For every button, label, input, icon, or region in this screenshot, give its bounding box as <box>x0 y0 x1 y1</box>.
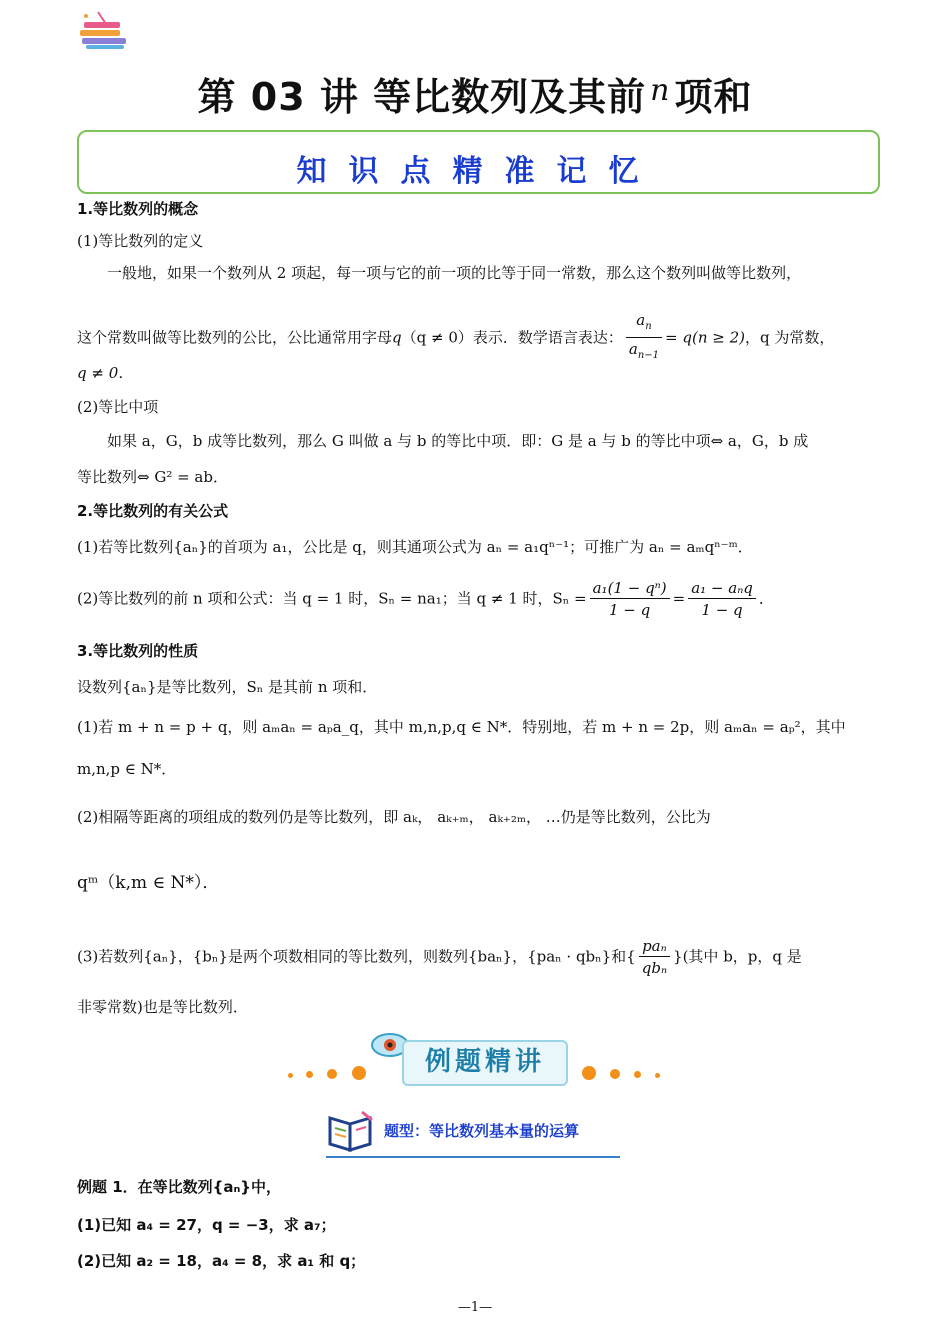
s1-para2: 这个常数叫做等比数列的公比，公比通常用字母q（q ≠ 0）表示．数学语言表达： $\frac{a_n}{a_{n-1}}$ = q(n ≥ 2)，q 为常数， <box>77 310 877 367</box>
example-section-label: 例题精讲 <box>402 1040 568 1086</box>
s1-sub2: (2)等比中项 <box>77 398 159 416</box>
s3-para6: 非零常数)也是等比数列． <box>77 998 248 1016</box>
page-number: —1— <box>457 1300 493 1315</box>
sum-fraction-1: $\frac{\text{a₁(1 − qⁿ)}}{1 - q}$ <box>590 578 670 621</box>
ratio-fraction: $\frac{a_n}{a_{n-1}}$ <box>626 310 662 367</box>
books-logo-icon <box>76 10 136 52</box>
s1-para5: 等比数列⇔ G² = ab． <box>77 468 228 486</box>
s3-para1: (1)若 m + n = p + q，则 aₘaₙ = aₚa_q，其中 m,n,p,q ∈ N*．特别地，若 m + n = 2p，则 aₘaₙ = aₚ²，其中 <box>77 718 846 736</box>
section-1-heading: 1.等比数列的概念 <box>77 200 199 218</box>
s1-sub1: (1)等比数列的定义 <box>77 232 204 250</box>
banner-title: 知识点精准记忆 <box>296 154 661 189</box>
s1-para3: q ≠ 0． <box>77 364 134 382</box>
knowledge-banner <box>77 130 880 194</box>
deco-dot <box>655 1073 660 1078</box>
s1-para1: 一般地，如果一个数列从 2 项起，每一项与它的前一项的比等于同一常数，那么这个数列叫做等比数列， <box>107 264 802 282</box>
section-3-heading: 3.等比数列的性质 <box>77 642 199 660</box>
deco-dot <box>634 1071 641 1078</box>
s2-para1: (1)若等比数列{aₙ}的首项为 a₁，公比是 q，则其通项公式为 aₙ = a₁qⁿ⁻¹；可推广为 aₙ = aₘqⁿ⁻ᵐ． <box>77 538 753 556</box>
example-q1: (1)已知 a₄ = 27，q = −3，求 a₇； <box>77 1216 336 1234</box>
deco-dot <box>582 1066 596 1080</box>
topic-underline <box>326 1156 620 1158</box>
example-q2: (2)已知 a₂ = 18，a₄ = 8，求 a₁ 和 q； <box>77 1252 366 1270</box>
s3-para4: qᵐ（k,m ∈ N*）． <box>77 873 220 893</box>
deco-dot <box>306 1071 313 1078</box>
s3-para5: (3)若数列{aₙ}，{bₙ}是两个项数相同的等比数列，则数列{baₙ}，{paₙ · qbₙ}和{ $\frac{\text{paₙ}}{\text{qbₙ}}$ }(其中 b，p，q 是 <box>77 937 802 977</box>
deco-dot <box>327 1069 337 1079</box>
s1-para4: 如果 a，G，b 成等比数列，那么 G 叫做 a 与 b 的等比中项．即：G 是 a 与 b 的等比中项⇔ a，G，b 成 <box>107 432 809 450</box>
s2-para2: (2)等比数列的前 n 项和公式：当 q = 1 时，Sₙ = na₁；当 q ≠ 1 时，Sₙ = $\frac{\text{a₁(1 − qⁿ)}}{1 - q}$ = $\frac{\text{a₁ − aₙq}}{1 - q}$ ． <box>77 579 774 619</box>
example-title: 例题 1．在等比数列{aₙ}中， <box>77 1178 281 1196</box>
page-title: 第 03 讲 等比数列及其前 $^n$ 项和 <box>197 73 753 119</box>
sum-fraction-2: $\frac{\text{a₁ − aₙq}}{1 - q}$ <box>688 578 756 621</box>
deco-dot <box>610 1069 620 1079</box>
s3-para2: m,n,p ∈ N*． <box>77 760 177 778</box>
s3-para0: 设数列{aₙ}是等比数列，Sₙ 是其前 n 项和． <box>77 678 378 696</box>
section-2-heading: 2.等比数列的有关公式 <box>77 502 229 520</box>
open-book-icon <box>326 1108 376 1152</box>
s3-para3: (2)相隔等距离的项组成的数列仍是等比数列，即 aₖ， aₖ₊ₘ， aₖ₊₂ₘ， …仍是等比数列，公比为 <box>77 808 711 826</box>
ratio-seq-fraction: $\frac{\text{paₙ}}{\text{qbₙ}}$ <box>639 936 670 979</box>
deco-dot <box>288 1073 293 1078</box>
deco-dot <box>352 1066 366 1080</box>
topic-header <box>326 1108 620 1158</box>
topic-title: 题型：等比数列基本量的运算 <box>384 1122 580 1140</box>
